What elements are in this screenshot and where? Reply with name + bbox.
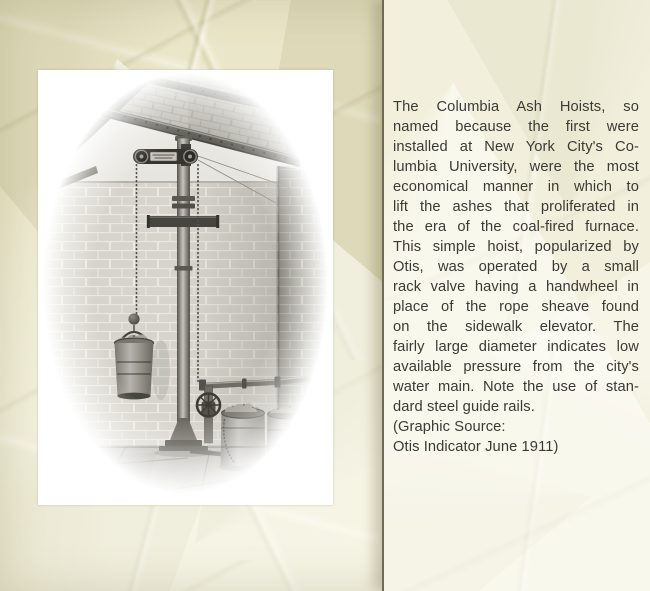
caption-line: Otis Indicator June 1911)	[393, 439, 559, 455]
caption-line: This simple hoist, popularized by	[393, 239, 639, 255]
photo-vignette	[38, 70, 333, 505]
caption-line: lift the ashes that proliferated in	[393, 199, 639, 215]
caption-line: dard steel guide rails.	[393, 399, 535, 415]
caption-line: rack valve having a handwheel in	[393, 279, 639, 295]
caption-line: available pressure from the city's	[393, 359, 639, 375]
caption-line: (Graphic Source:	[393, 419, 506, 435]
hoist-photo	[38, 70, 333, 505]
hoist-illustration	[38, 70, 333, 505]
caption-line: place of the rope sheave found	[393, 299, 639, 315]
caption-text	[393, 97, 639, 457]
caption-line: economical manner in which to	[393, 179, 639, 195]
caption-line: lumbia University, were the most	[393, 159, 639, 175]
caption-line: the era of the coal-fired furnace.	[393, 219, 639, 235]
caption-line: on the sidewalk elevator. The	[393, 319, 639, 335]
caption-line: water main. Note the use of stan-	[393, 379, 639, 395]
caption-line: installed at New York City's Co-	[393, 139, 639, 155]
caption-line: Otis, was operated by a small	[393, 259, 639, 275]
caption-line: named because the first were	[393, 119, 639, 135]
text-panel	[382, 0, 650, 591]
caption-line: fairly large diameter indicates low	[393, 339, 639, 355]
caption-line: The Columbia Ash Hoists, so	[393, 99, 639, 115]
